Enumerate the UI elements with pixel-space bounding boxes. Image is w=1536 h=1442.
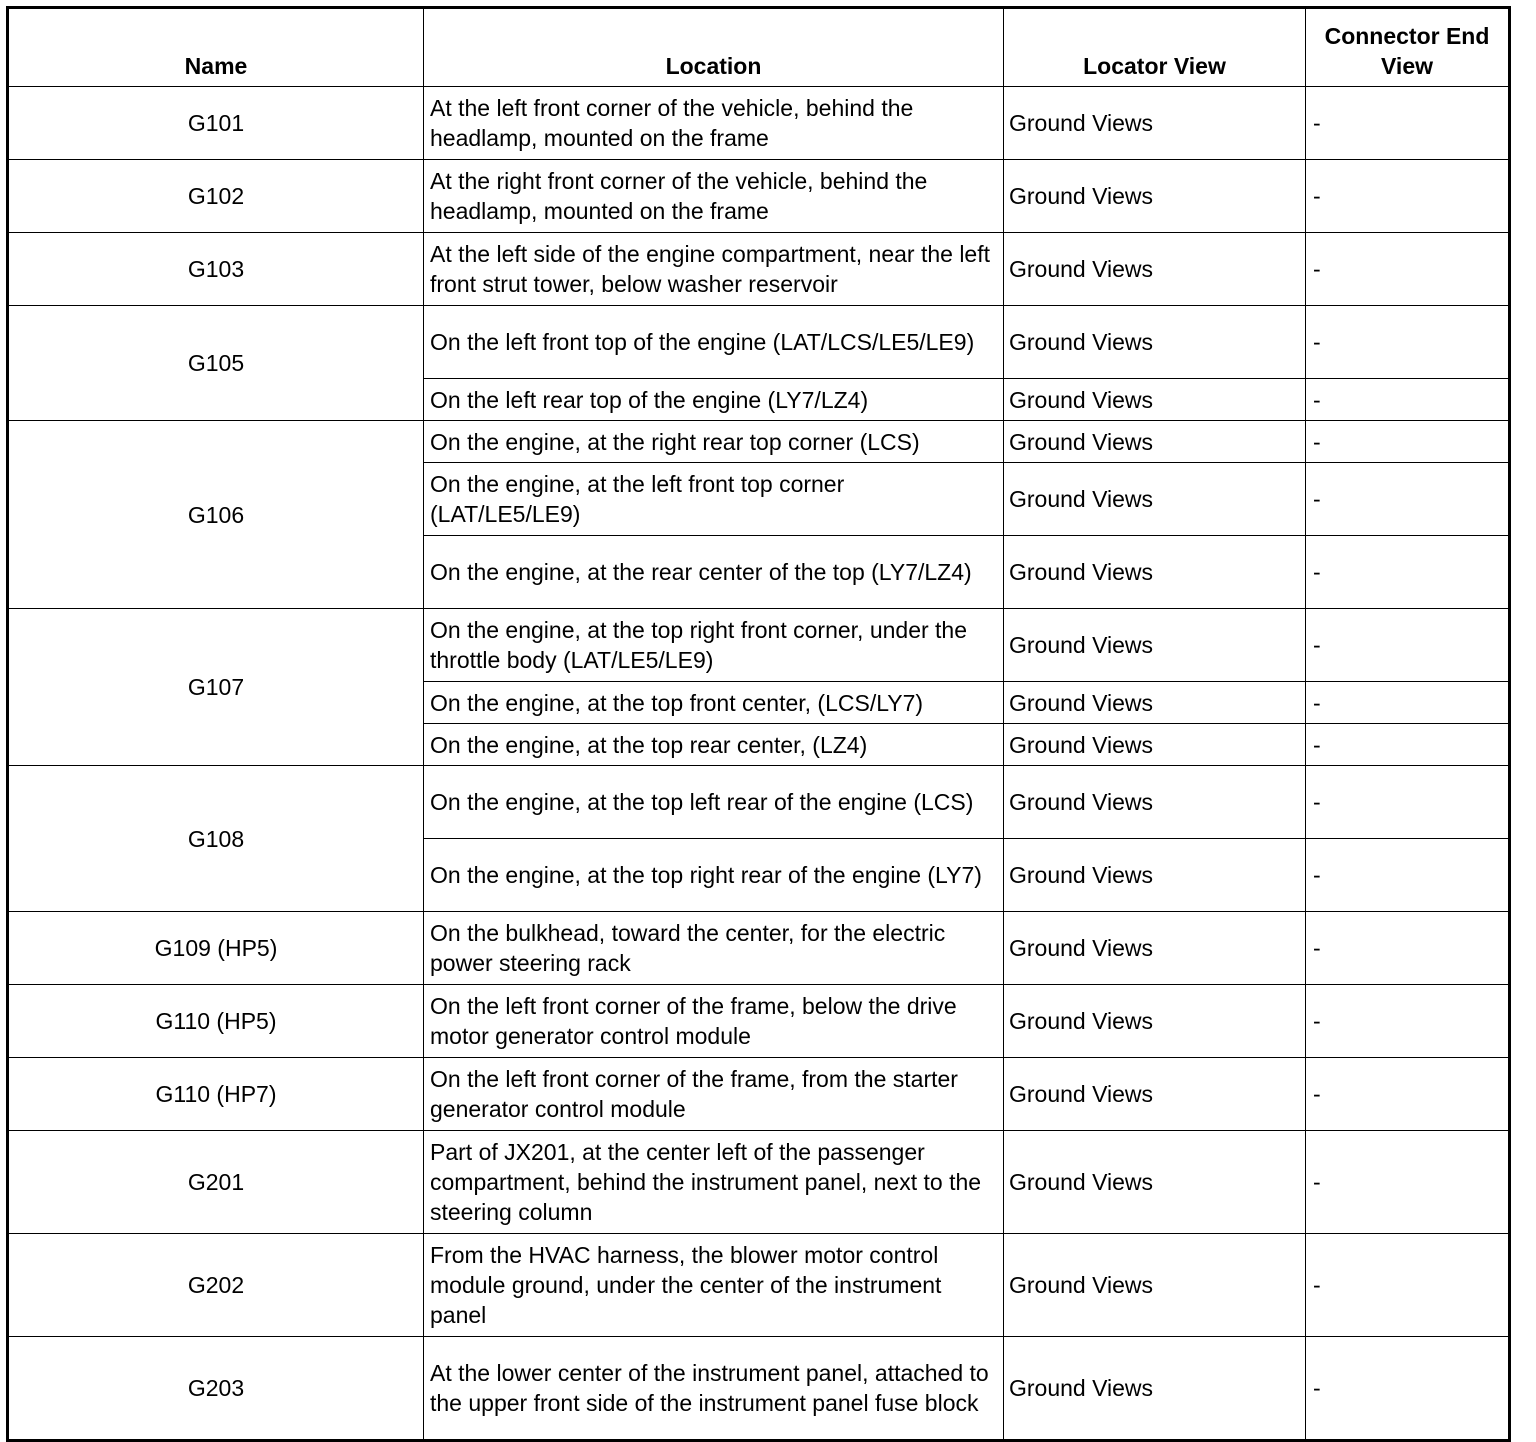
table-row xyxy=(8,766,1510,839)
cell-location: On the bulkhead, toward the center, for the electric power steering rack xyxy=(424,912,1004,985)
cell-location: At the left side of the engine compartment, near the left front strut tower, below washer reservoir xyxy=(424,233,1004,306)
cell-location: On the engine, at the right rear top corner (LCS) xyxy=(424,421,1004,463)
cell-locator-view[interactable]: Ground Views xyxy=(1004,1337,1306,1441)
table-row xyxy=(8,160,1510,233)
cell-locator-view[interactable]: Ground Views xyxy=(1004,766,1306,839)
cell-locator-view[interactable]: Ground Views xyxy=(1004,1058,1306,1131)
cell-name: G110 (HP5) xyxy=(8,985,424,1058)
table-row xyxy=(8,609,1510,682)
ground-locations-table xyxy=(6,6,1511,1442)
cell-name: G201 xyxy=(8,1131,424,1234)
cell-locator-view[interactable]: Ground Views xyxy=(1004,1234,1306,1337)
cell-connector-end-view: - xyxy=(1306,87,1510,160)
cell-locator-view[interactable]: Ground Views xyxy=(1004,306,1306,379)
cell-connector-end-view: - xyxy=(1306,1058,1510,1131)
cell-name: G109 (HP5) xyxy=(8,912,424,985)
cell-name: G203 xyxy=(8,1337,424,1441)
cell-locator-view[interactable]: Ground Views xyxy=(1004,985,1306,1058)
cell-connector-end-view: - xyxy=(1306,985,1510,1058)
cell-name: G106 xyxy=(8,421,424,609)
cell-connector-end-view: - xyxy=(1306,1131,1510,1234)
header-row xyxy=(8,8,1510,87)
cell-connector-end-view: - xyxy=(1306,536,1510,609)
cell-connector-end-view: - xyxy=(1306,766,1510,839)
cell-location: On the engine, at the rear center of the top (LY7/LZ4) xyxy=(424,536,1004,609)
table-row xyxy=(8,1058,1510,1131)
cell-location: On the engine, at the top right rear of the engine (LY7) xyxy=(424,839,1004,912)
cell-connector-end-view: - xyxy=(1306,1337,1510,1441)
cell-name: G108 xyxy=(8,766,424,912)
cell-locator-view[interactable]: Ground Views xyxy=(1004,839,1306,912)
cell-location: On the engine, at the top rear center, (LZ4) xyxy=(424,724,1004,766)
cell-connector-end-view: - xyxy=(1306,306,1510,379)
cell-location: Part of JX201, at the center left of the passenger compartment, behind the instrument panel, next to the steering column xyxy=(424,1131,1004,1234)
table-row xyxy=(8,233,1510,306)
cell-connector-end-view: - xyxy=(1306,912,1510,985)
cell-location: At the right front corner of the vehicle, behind the headlamp, mounted on the frame xyxy=(424,160,1004,233)
cell-location: On the left front corner of the frame, from the starter generator control module xyxy=(424,1058,1004,1131)
cell-locator-view[interactable]: Ground Views xyxy=(1004,1131,1306,1234)
cell-locator-view[interactable]: Ground Views xyxy=(1004,682,1306,724)
table-row xyxy=(8,306,1510,379)
cell-name: G101 xyxy=(8,87,424,160)
cell-locator-view[interactable]: Ground Views xyxy=(1004,160,1306,233)
cell-name: G107 xyxy=(8,609,424,766)
cell-connector-end-view: - xyxy=(1306,1234,1510,1337)
cell-locator-view[interactable]: Ground Views xyxy=(1004,536,1306,609)
cell-connector-end-view: - xyxy=(1306,724,1510,766)
cell-connector-end-view: - xyxy=(1306,160,1510,233)
cell-location: On the engine, at the top left rear of the engine (LCS) xyxy=(424,766,1004,839)
table-row xyxy=(8,1234,1510,1337)
cell-connector-end-view: - xyxy=(1306,421,1510,463)
cell-locator-view[interactable]: Ground Views xyxy=(1004,463,1306,536)
header-location: Location xyxy=(424,8,1004,87)
cell-name: G202 xyxy=(8,1234,424,1337)
table-row xyxy=(8,87,1510,160)
header-locator-view: Locator View xyxy=(1004,8,1306,87)
cell-locator-view[interactable]: Ground Views xyxy=(1004,421,1306,463)
cell-name: G103 xyxy=(8,233,424,306)
cell-location: On the engine, at the top front center, (LCS/LY7) xyxy=(424,682,1004,724)
cell-connector-end-view: - xyxy=(1306,682,1510,724)
cell-connector-end-view: - xyxy=(1306,839,1510,912)
cell-location: At the left front corner of the vehicle, behind the headlamp, mounted on the frame xyxy=(424,87,1004,160)
cell-connector-end-view: - xyxy=(1306,463,1510,536)
cell-location: On the engine, at the left front top corner (LAT/LE5/LE9) xyxy=(424,463,1004,536)
table-row xyxy=(8,1131,1510,1234)
header-connector-end-view: Connector End View xyxy=(1306,8,1510,87)
cell-locator-view[interactable]: Ground Views xyxy=(1004,724,1306,766)
table-row xyxy=(8,912,1510,985)
cell-locator-view[interactable]: Ground Views xyxy=(1004,87,1306,160)
header-name: Name xyxy=(8,8,424,87)
cell-location: From the HVAC harness, the blower motor control module ground, under the center of the instrument panel xyxy=(424,1234,1004,1337)
cell-location: On the left front top of the engine (LAT/LCS/LE5/LE9) xyxy=(424,306,1004,379)
cell-connector-end-view: - xyxy=(1306,379,1510,421)
cell-location: On the left rear top of the engine (LY7/LZ4) xyxy=(424,379,1004,421)
cell-connector-end-view: - xyxy=(1306,233,1510,306)
cell-locator-view[interactable]: Ground Views xyxy=(1004,609,1306,682)
table-row xyxy=(8,421,1510,463)
cell-locator-view[interactable]: Ground Views xyxy=(1004,233,1306,306)
cell-location: On the engine, at the top right front corner, under the throttle body (LAT/LE5/LE9) xyxy=(424,609,1004,682)
cell-location: On the left front corner of the frame, below the drive motor generator control module xyxy=(424,985,1004,1058)
cell-locator-view[interactable]: Ground Views xyxy=(1004,912,1306,985)
table-row xyxy=(8,985,1510,1058)
table-row xyxy=(8,1337,1510,1441)
cell-connector-end-view: - xyxy=(1306,609,1510,682)
cell-location: At the lower center of the instrument panel, attached to the upper front side of the instrument panel fuse block xyxy=(424,1337,1004,1441)
cell-name: G105 xyxy=(8,306,424,421)
cell-locator-view[interactable]: Ground Views xyxy=(1004,379,1306,421)
cell-name: G110 (HP7) xyxy=(8,1058,424,1131)
cell-name: G102 xyxy=(8,160,424,233)
